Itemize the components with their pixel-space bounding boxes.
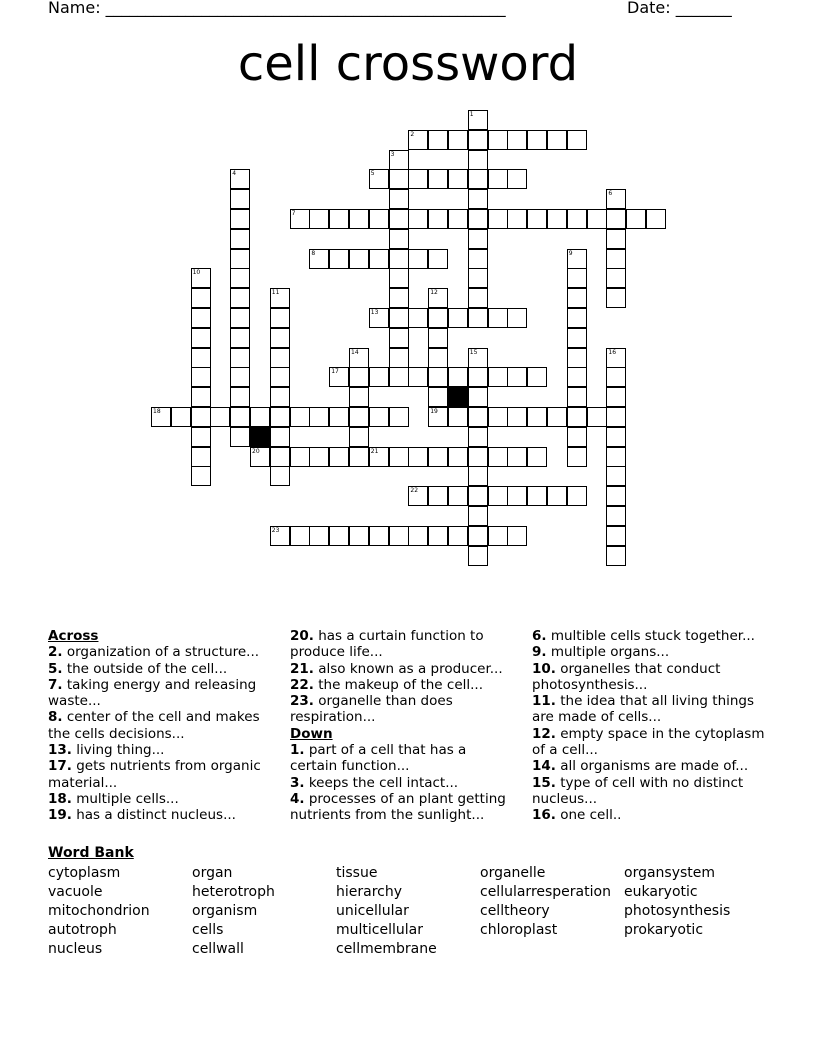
grid-cell[interactable] [606, 387, 626, 407]
word-bank-item: heterotroph [192, 884, 275, 900]
grid-cell[interactable] [567, 130, 587, 150]
clue-number: 9 [568, 249, 573, 257]
grid-cell[interactable] [428, 169, 448, 189]
grid-cell[interactable] [230, 308, 250, 328]
across-clue: 5. the outside of the cell... [48, 660, 228, 677]
grid-cell[interactable] [507, 130, 527, 150]
grid-cell[interactable] [567, 367, 587, 387]
grid-cell[interactable] [191, 367, 211, 387]
grid-cell[interactable] [488, 308, 508, 328]
grid-cell[interactable] [369, 447, 389, 467]
grid-cell[interactable] [349, 249, 369, 269]
down-clue: 15. type of cell with no distinct nucleus... [532, 774, 744, 807]
clue-number: 16 [608, 348, 617, 356]
word-bank-item: chloroplast [480, 922, 558, 938]
grid-cell[interactable] [507, 367, 527, 387]
grid-cell[interactable] [468, 387, 488, 407]
grid-cell[interactable] [507, 526, 527, 546]
grid-cell[interactable] [468, 367, 488, 387]
page-title: cell crossword [237, 36, 579, 92]
grid-cell[interactable] [270, 526, 290, 546]
grid-cell[interactable] [329, 447, 349, 467]
grid-cell[interactable] [389, 447, 409, 467]
grid-cell[interactable] [191, 268, 211, 288]
grid-cell[interactable] [270, 348, 290, 368]
grid-cell[interactable] [389, 209, 409, 229]
down-clue: 14. all organisms are made of... [532, 758, 749, 775]
grid-cell[interactable] [270, 427, 290, 447]
grid-cell[interactable] [468, 407, 488, 427]
grid-cell[interactable] [606, 348, 626, 368]
grid-cell[interactable] [567, 348, 587, 368]
grid-cell[interactable] [468, 150, 488, 170]
grid-cell[interactable] [290, 526, 310, 546]
grid-cell[interactable] [468, 110, 488, 130]
clue-number: 10 [192, 269, 201, 277]
grid-cell[interactable] [349, 407, 369, 427]
grid-cell[interactable] [270, 466, 290, 486]
grid-cell[interactable] [309, 526, 329, 546]
grid-cell[interactable] [468, 229, 488, 249]
grid-cell[interactable] [448, 367, 468, 387]
clue-number: 18 [153, 408, 161, 415]
date-field[interactable]: Date: _______ [627, 0, 732, 17]
word-bank-item: vacuole [48, 884, 103, 900]
grid-cell[interactable] [349, 209, 369, 229]
down-clue: 4. processes of an plant getting nutrients from the sunlight... [290, 790, 506, 824]
grid-cell[interactable] [191, 288, 211, 308]
word-bank-title: Word Bank [48, 845, 134, 861]
grid-cell[interactable] [408, 130, 428, 150]
word-bank-item: cells [192, 922, 224, 938]
grid-cell[interactable] [389, 249, 409, 269]
word-bank-item: cellmembrane [336, 941, 437, 957]
grid-cell[interactable] [507, 486, 527, 506]
grid-cell[interactable] [448, 308, 468, 328]
clue-number: 8 [311, 249, 316, 257]
across-heading: Across [48, 628, 99, 644]
grid-cell[interactable] [191, 466, 211, 486]
grid-cell[interactable] [290, 407, 310, 427]
grid-cell[interactable] [309, 209, 329, 229]
grid-cell[interactable] [250, 407, 270, 427]
grid-cell[interactable] [527, 486, 547, 506]
grid-cell[interactable] [408, 169, 428, 189]
grid-cell[interactable] [488, 130, 508, 150]
across-clue: 8. center of the cell and makes the cells decisions... [48, 709, 260, 742]
grid-cell[interactable] [171, 407, 191, 427]
grid-cell[interactable] [567, 288, 587, 308]
word-bank-item: organelle [480, 865, 546, 881]
grid-cell[interactable] [230, 229, 250, 249]
grid-cell[interactable] [191, 308, 211, 328]
grid-cell[interactable] [448, 209, 468, 229]
grid-cell[interactable] [547, 486, 567, 506]
down-clue: 6. multible cells stuck together... [532, 628, 755, 644]
grid-cell[interactable] [428, 367, 448, 387]
grid-cell[interactable] [270, 308, 290, 328]
grid-cell[interactable] [468, 189, 488, 209]
grid-cell[interactable] [468, 486, 488, 506]
grid-cell[interactable] [369, 526, 389, 546]
grid-cell[interactable] [606, 427, 626, 447]
grid-cell[interactable] [349, 387, 369, 407]
grid-cell[interactable] [606, 506, 626, 526]
grid-cell[interactable] [230, 407, 250, 427]
grid-cell[interactable] [468, 268, 488, 288]
grid-cell[interactable] [230, 209, 250, 229]
grid-cell[interactable] [270, 328, 290, 348]
grid-cell[interactable] [151, 407, 171, 427]
word-bank-item: organism [192, 903, 258, 919]
grid-cell[interactable] [547, 209, 567, 229]
grid-cell[interactable] [428, 447, 448, 467]
grid-cell[interactable] [428, 130, 448, 150]
grid-cell[interactable] [408, 486, 428, 506]
grid-cell[interactable] [567, 268, 587, 288]
grid-cell[interactable] [349, 367, 369, 387]
grid-cell[interactable] [369, 308, 389, 328]
clue-number: 20 [252, 447, 260, 455]
grid-cell[interactable] [408, 526, 428, 546]
grid-cell[interactable] [567, 447, 587, 467]
grid-cell[interactable] [191, 447, 211, 467]
word-bank-item: tissue [336, 865, 378, 881]
grid-cell[interactable] [468, 169, 488, 189]
clue-number: 5 [370, 170, 375, 178]
grid-cell[interactable] [230, 387, 250, 407]
grid-cell[interactable] [250, 447, 270, 467]
clue-number: 13 [370, 309, 379, 316]
grid-cell[interactable] [408, 209, 428, 229]
across-clue: 22. the makeup of the cell... [290, 676, 483, 693]
grid-cell[interactable] [606, 268, 626, 288]
grid-cell[interactable] [488, 169, 508, 189]
down-clue: 16. one cell.. [532, 807, 622, 824]
grid-cell[interactable] [408, 249, 428, 269]
grid-cell[interactable] [428, 209, 448, 229]
grid-cell[interactable] [428, 249, 448, 269]
grid-cell[interactable] [507, 407, 527, 427]
grid-cell[interactable] [428, 308, 448, 328]
grid-cell[interactable] [230, 288, 250, 308]
grid-cell[interactable] [389, 367, 409, 387]
grid-cell[interactable] [230, 268, 250, 288]
grid-cell[interactable] [606, 229, 626, 249]
grid-cell[interactable] [329, 367, 349, 387]
grid-cell[interactable] [606, 249, 626, 269]
across-clue: 21. also known as a producer... [290, 660, 503, 677]
grid-cell[interactable] [230, 249, 250, 269]
grid-cell[interactable] [488, 367, 508, 387]
across-clue: 19. has a distinct nucleus... [48, 807, 236, 824]
clue-number: 3 [390, 150, 395, 158]
down-clue: 3. keeps the cell intact... [290, 774, 459, 791]
clue-number: 17 [331, 368, 339, 376]
grid-cell[interactable] [448, 169, 468, 189]
grid-cell[interactable] [389, 169, 409, 189]
clue-number: 19 [430, 408, 438, 415]
clue-number: 12 [430, 289, 438, 297]
word-bank-item: cellwall [192, 941, 244, 957]
down-clue: 12. empty space in the cytoplasm of a cell... [532, 725, 765, 759]
grid-cell[interactable] [389, 229, 409, 249]
grid-cell[interactable] [369, 169, 389, 189]
grid-cell[interactable] [567, 486, 587, 506]
down-heading: Down [290, 725, 333, 742]
grid-cell[interactable] [507, 447, 527, 467]
grid-cell[interactable] [527, 407, 547, 427]
grid-cell[interactable] [468, 526, 488, 546]
across-clue: 18. multiple cells... [48, 790, 179, 807]
grid-cell[interactable] [270, 367, 290, 387]
grid-cell[interactable] [567, 308, 587, 328]
down-clue: 10. organelles that conduct photosynthesis... [532, 660, 721, 693]
clue-number: 15 [469, 348, 478, 356]
grid-cell[interactable] [468, 130, 488, 150]
grid-cell[interactable] [448, 130, 468, 150]
grid-cell[interactable] [626, 209, 646, 229]
grid-cell[interactable] [606, 486, 626, 506]
grid-cell[interactable] [606, 367, 626, 387]
grid-cell[interactable] [329, 209, 349, 229]
grid-cell[interactable] [468, 308, 488, 328]
grid-cell[interactable] [210, 407, 230, 427]
clue-number: 6 [608, 190, 613, 198]
grid-cell[interactable] [488, 407, 508, 427]
grid-cell[interactable] [606, 466, 626, 486]
clue-number: 22 [410, 487, 419, 495]
across-clue: 2. organization of a structure... [48, 644, 260, 661]
grid-cell[interactable] [567, 328, 587, 348]
grid-cell[interactable] [290, 447, 310, 467]
grid-cell[interactable] [428, 407, 448, 427]
across-clue: 17. gets nutrients from organic material... [48, 758, 261, 791]
grid-cell[interactable] [428, 348, 448, 368]
grid-cell[interactable] [290, 209, 310, 229]
word-bank-item: photosynthesis [624, 903, 731, 919]
clue-number: 21 [370, 447, 379, 455]
word-bank-item: nucleus [48, 941, 103, 957]
grid-cell[interactable] [507, 308, 527, 328]
grid-cell[interactable] [468, 546, 488, 566]
grid-cell[interactable] [389, 288, 409, 308]
grid-cell[interactable] [488, 447, 508, 467]
grid-cell[interactable] [428, 486, 448, 506]
down-clue: 1. part of a cell that has a certain function... [290, 742, 467, 775]
down-clue: 11. the idea that all living things are made of cells... [532, 693, 755, 726]
clue-number: 11 [271, 289, 280, 297]
grid-cell[interactable] [646, 209, 666, 229]
clues-column-3 [532, 628, 767, 824]
grid-cell[interactable] [448, 486, 468, 506]
block-cell [448, 387, 468, 407]
grid-cell[interactable] [309, 249, 329, 269]
grid-cell[interactable] [488, 209, 508, 229]
grid-cell[interactable] [191, 387, 211, 407]
grid-cell[interactable] [468, 348, 488, 368]
grid-cell[interactable] [329, 407, 349, 427]
grid-cell[interactable] [527, 367, 547, 387]
grid-cell[interactable] [309, 447, 329, 467]
grid-cell[interactable] [448, 407, 468, 427]
grid-cell[interactable] [191, 407, 211, 427]
grid-cell[interactable] [567, 209, 587, 229]
block-cell [250, 427, 270, 447]
word-bank-item: eukaryotic [624, 884, 698, 900]
word-bank-item: unicellular [336, 903, 409, 919]
grid-cell[interactable] [448, 447, 468, 467]
word-bank-item: cytoplasm [48, 865, 121, 881]
grid-cell[interactable] [270, 447, 290, 467]
down-clue: 9. multiple organs... [532, 644, 670, 661]
grid-cell[interactable] [468, 288, 488, 308]
clue-number: 14 [351, 348, 359, 356]
grid-cell[interactable] [230, 328, 250, 348]
grid-cell[interactable] [230, 367, 250, 387]
grid-cell[interactable] [606, 526, 626, 546]
name-field[interactable]: Name: __________________________________________________ [48, 0, 506, 17]
grid-cell[interactable] [230, 169, 250, 189]
grid-cell[interactable] [468, 427, 488, 447]
grid-cell[interactable] [567, 387, 587, 407]
grid-cell[interactable] [230, 348, 250, 368]
word-bank-item: organ [192, 865, 233, 881]
grid-cell[interactable] [567, 407, 587, 427]
grid-cell[interactable] [468, 466, 488, 486]
grid-cell[interactable] [428, 328, 448, 348]
grid-cell[interactable] [488, 486, 508, 506]
clues-column-2 [290, 628, 515, 824]
grid-cell[interactable] [527, 447, 547, 467]
grid-cell[interactable] [191, 427, 211, 447]
grid-cell[interactable] [428, 387, 448, 407]
grid-cell[interactable] [191, 328, 211, 348]
across-clue: 7. taking energy and releasing waste... [48, 676, 257, 710]
grid-cell[interactable] [230, 189, 250, 209]
grid-cell[interactable] [389, 348, 409, 368]
grid-cell[interactable] [567, 427, 587, 447]
grid-cell[interactable] [230, 427, 250, 447]
grid-cell[interactable] [389, 189, 409, 209]
grid-cell[interactable] [389, 328, 409, 348]
grid-cell[interactable] [270, 288, 290, 308]
grid-cell[interactable] [606, 288, 626, 308]
across-clue: 13. living thing... [48, 742, 165, 759]
grid-cell[interactable] [428, 526, 448, 546]
grid-cell[interactable] [547, 407, 567, 427]
word-bank-item: hierarchy [336, 884, 403, 900]
grid-cell[interactable] [389, 308, 409, 328]
grid-cell[interactable] [389, 268, 409, 288]
grid-cell[interactable] [587, 209, 607, 229]
clue-number: 23 [271, 526, 280, 534]
grid-cell[interactable] [468, 209, 488, 229]
across-clue: 23. organelle than does respiration... [290, 693, 453, 726]
grid-cell[interactable] [408, 447, 428, 467]
grid-cell[interactable] [468, 249, 488, 269]
grid-cell[interactable] [448, 526, 468, 546]
clue-number: 2 [410, 130, 415, 138]
word-bank-item: mitochondrion [48, 903, 150, 919]
grid-cell[interactable] [507, 169, 527, 189]
grid-cell[interactable] [488, 526, 508, 546]
grid-cell[interactable] [527, 209, 547, 229]
word-bank-item: celltheory [480, 903, 550, 919]
grid-cell[interactable] [606, 189, 626, 209]
grid-cell[interactable] [349, 447, 369, 467]
clues-column-1 [48, 628, 278, 824]
grid-cell[interactable] [369, 209, 389, 229]
word-bank-item: multicellular [336, 922, 423, 938]
grid-cell[interactable] [567, 249, 587, 269]
grid-cell[interactable] [191, 348, 211, 368]
grid-cell[interactable] [587, 407, 607, 427]
clue-number: 7 [291, 210, 296, 217]
grid-cell[interactable] [389, 526, 409, 546]
word-bank-item: autotroph [48, 922, 117, 938]
grid-cell[interactable] [606, 447, 626, 467]
clue-number: 4 [232, 170, 237, 178]
word-bank-item: organsystem [624, 865, 716, 881]
grid-cell[interactable] [349, 526, 369, 546]
word-bank-item: prokaryotic [624, 922, 704, 938]
grid-cell[interactable] [606, 209, 626, 229]
word-bank-item: cellularresperation [480, 884, 611, 900]
grid-cell[interactable] [408, 308, 428, 328]
grid-cell[interactable] [369, 407, 389, 427]
grid-cell[interactable] [428, 288, 448, 308]
grid-cell[interactable] [329, 249, 349, 269]
grid-cell[interactable] [349, 348, 369, 368]
grid-cell[interactable] [309, 407, 329, 427]
grid-cell[interactable] [349, 427, 369, 447]
grid-cell[interactable] [507, 209, 527, 229]
grid-cell[interactable] [389, 407, 409, 427]
grid-cell[interactable] [389, 150, 409, 170]
grid-cell[interactable] [408, 367, 428, 387]
grid-cell[interactable] [270, 407, 290, 427]
grid-cell[interactable] [468, 506, 488, 526]
grid-cell[interactable] [547, 130, 567, 150]
grid-cell[interactable] [270, 387, 290, 407]
grid-cell[interactable] [369, 367, 389, 387]
clue-number: 1 [469, 111, 474, 118]
grid-cell[interactable] [369, 249, 389, 269]
across-clue: 20. has a curtain function to produce life... [290, 628, 484, 661]
grid-cell[interactable] [468, 447, 488, 467]
grid-cell[interactable] [606, 546, 626, 566]
grid-cell[interactable] [606, 407, 626, 427]
grid-cell[interactable] [527, 130, 547, 150]
grid-cell[interactable] [329, 526, 349, 546]
